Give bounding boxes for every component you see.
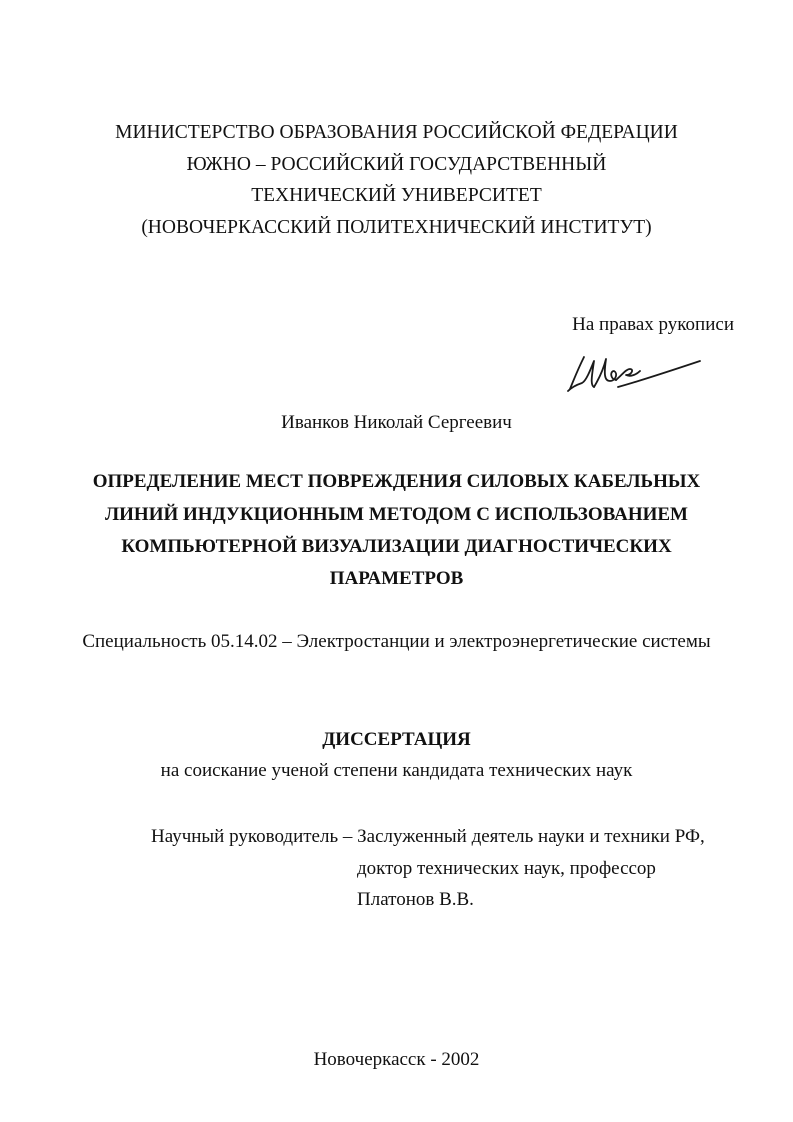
dissertation-title-line-1: ОПРЕДЕЛЕНИЕ МЕСТ ПОВРЕЖДЕНИЯ СИЛОВЫХ КАБЕЛЬНЫХ: [92, 471, 701, 492]
ministry-line: МИНИСТЕРСТВО ОБРАЗОВАНИЯ РОССИЙСКОЙ ФЕДЕРАЦИИ: [115, 122, 678, 143]
manuscript-note: На правах рукописи: [572, 314, 734, 335]
author-name: Иванков Николай Сергеевич: [281, 412, 512, 433]
dissertation-title-line-3: КОМПЬЮТЕРНОЙ ВИЗУАЛИЗАЦИИ ДИАГНОСТИЧЕСКИХ: [121, 536, 672, 557]
supervisor-line-1: Научный руководитель – Заслуженный деятель науки и техники РФ,: [151, 826, 705, 847]
dissertation-title-line-2: ЛИНИЙ ИНДУКЦИОННЫМ МЕТОДОМ С ИСПОЛЬЗОВАНИЕМ: [105, 504, 688, 525]
degree-line: на соискание ученой степени кандидата технических наук: [160, 760, 633, 781]
document-type: ДИССЕРТАЦИЯ: [322, 729, 471, 750]
specialty-line: Специальность 05.14.02 – Электростанции и электроэнергетические системы: [82, 631, 711, 652]
supervisor-line-2: доктор технических наук, профессор: [357, 858, 656, 879]
signature-image: [560, 347, 705, 402]
institute-line: (НОВОЧЕРКАССКИЙ ПОЛИТЕХНИЧЕСКИЙ ИНСТИТУТ): [141, 217, 652, 238]
supervisor-name: Платонов В.В.: [357, 889, 474, 910]
dissertation-title-line-4: ПАРАМЕТРОВ: [329, 568, 464, 589]
university-line-1: ЮЖНО – РОССИЙСКИЙ ГОСУДАРСТВЕННЫЙ: [186, 154, 607, 175]
university-line-2: ТЕХНИЧЕСКИЙ УНИВЕРСИТЕТ: [251, 185, 542, 206]
city-year: Новочеркасск - 2002: [313, 1049, 480, 1070]
